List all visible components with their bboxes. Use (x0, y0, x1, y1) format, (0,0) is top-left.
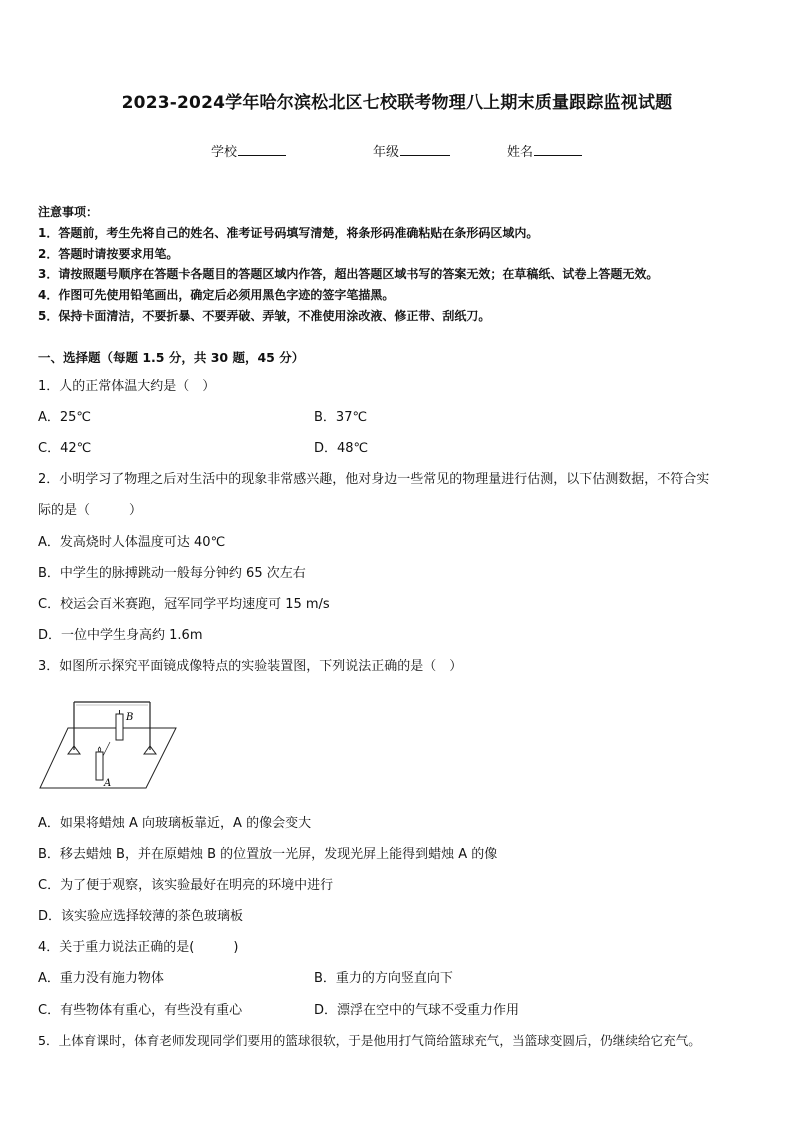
school-label: 学校 (211, 145, 238, 160)
q2-stem-line2: 际的是（ ） (38, 503, 143, 518)
candle-a-flame (98, 747, 101, 752)
q3-option-d[interactable]: D．该实验应选择较薄的茶色玻璃板 (38, 909, 244, 924)
student-info-row (0, 141, 794, 161)
q3-option-a[interactable]: A．如果将蜡烛 A 向玻璃板靠近，A 的像会变大 (38, 816, 312, 831)
grade-field[interactable] (373, 141, 450, 160)
q3-option-c[interactable]: C．为了便于观察，该实验最好在明亮的环境中进行 (38, 878, 334, 893)
q2-option-d[interactable]: D．一位中学生身高约 1.6m (38, 628, 203, 643)
figure-label-a: A (104, 778, 112, 789)
name-blank[interactable] (534, 141, 582, 156)
page-title: 2023-2024学年哈尔滨松北区七校联考物理八上期末质量跟踪监视试题 (121, 93, 673, 113)
q4-stem: 4．关于重力说法正确的是( ) (38, 940, 239, 955)
school-blank[interactable] (238, 141, 286, 156)
notice-item-4: 4．作图可先使用铅笔画出，确定后必须用黑色字迹的签字笔描黑。 (38, 288, 395, 302)
q2-option-c[interactable]: C．校运会百米赛跑，冠军同学平均速度可 15 m/s (38, 597, 330, 612)
notice-item-5: 5．保持卡面清洁，不要折暴、不要弄破、弄皱，不准使用涂改液、修正带、刮纸刀。 (38, 309, 491, 323)
q1-option-b[interactable]: B．37℃ (314, 410, 368, 425)
q4-option-a[interactable]: A．重力没有施力物体 (38, 971, 164, 986)
q3-option-b[interactable]: B．移去蜡烛 B，并在原蜡烛 B 的位置放一光屏，发现光屏上能得到蜡烛 A 的像 (38, 847, 498, 862)
grade-label: 年级 (373, 145, 400, 160)
q1-option-c[interactable]: C．42℃ (38, 441, 92, 456)
name-label: 姓名 (507, 145, 534, 160)
section-heading: 一、选择题（每题 1.5 分，共 30 题，45 分） (38, 350, 305, 365)
q4-option-b[interactable]: B．重力的方向竖直向下 (314, 971, 453, 986)
notice-item-1: 1．答题前，考生先将自己的姓名、准考证号码填写清楚，将条形码准确粘贴在条形码区域内。 (38, 226, 539, 240)
figure-label-b: B (126, 712, 134, 723)
name-field[interactable] (507, 141, 582, 160)
school-field[interactable] (211, 141, 286, 160)
candle-a (96, 752, 103, 780)
q3-stem: 3．如图所示探究平面镜成像特点的实验装置图，下列说法正确的是（ ） (38, 659, 463, 674)
q1-option-d[interactable]: D．48℃ (314, 441, 369, 456)
q2-option-b[interactable]: B．中学生的脉搏跳动一般每分钟约 65 次左右 (38, 566, 306, 581)
q2-option-a[interactable]: A．发高烧时人体温度可达 40℃ (38, 535, 226, 550)
q1-option-a[interactable]: A．25℃ (38, 410, 92, 425)
q2-stem-line1: 2．小明学习了物理之后对生活中的现象非常感兴趣，他对身边一些常见的物理量进行估测，以下估测数据，不符合实 (38, 472, 710, 487)
notice-title: 注意事项： (38, 205, 99, 219)
q1-stem: 1．人的正常体温大约是（ ） (38, 379, 216, 394)
notice-item-2: 2．答题时请按要求用笔。 (38, 247, 179, 261)
q4-option-c[interactable]: C．有些物体有重心，有些没有重心 (38, 1003, 243, 1018)
q5-stem: 5．上体育课时，体育老师发现同学们要用的篮球很软，于是他用打气筒给篮球充气，当篮球变圆后，仍继续给它充气。 (38, 1033, 701, 1048)
q4-option-d[interactable]: D．漂浮在空中的气球不受重力作用 (314, 1003, 520, 1018)
reflection-line (103, 742, 110, 756)
candle-b (116, 714, 123, 740)
notice-item-3: 3．请按照题号顺序在答题卡各题目的答题区域内作答，超出答题区域书写的答案无效；在草稿纸、试卷上答题无效。 (38, 267, 659, 281)
plane-mirror-apparatus-figure (38, 692, 178, 792)
grade-blank[interactable] (400, 141, 450, 156)
